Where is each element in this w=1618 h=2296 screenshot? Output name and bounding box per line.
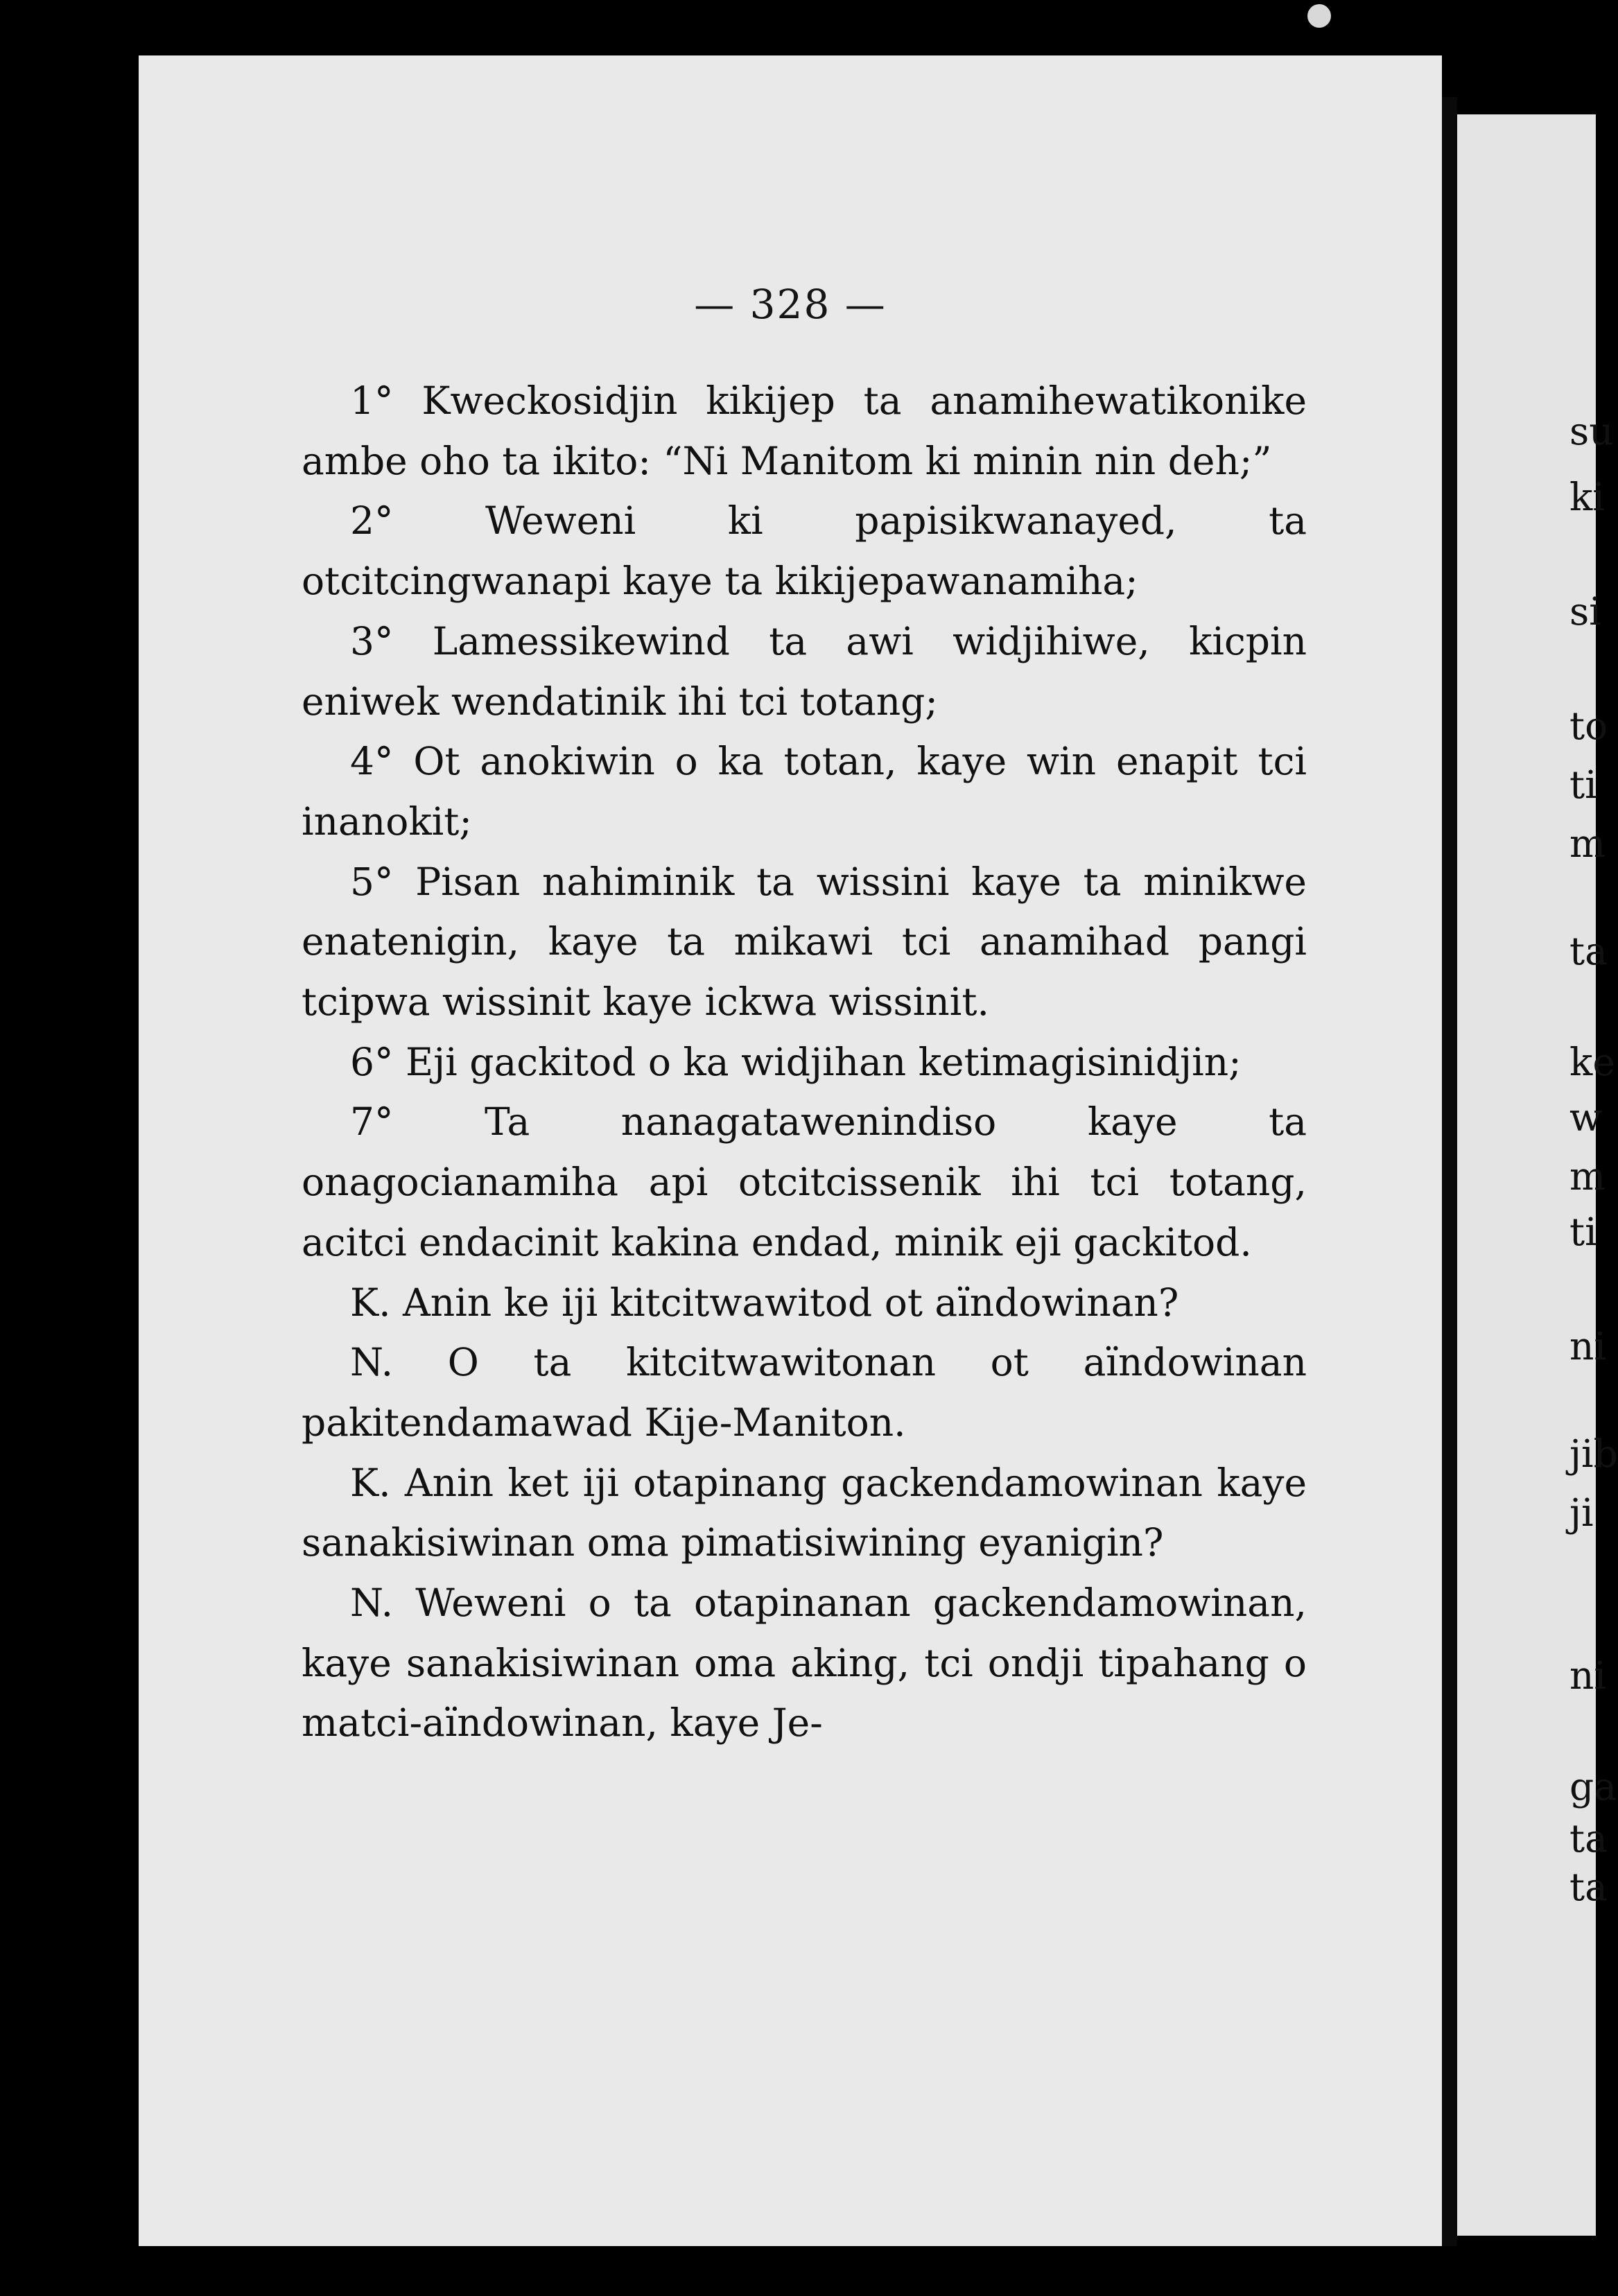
book-page <box>139 55 1442 2246</box>
paragraph-4: 4° Ot anokiwin o ka totan, kaye win enapit tci inanokit; <box>302 739 1307 844</box>
fragment-text: ta <box>1569 1816 1608 1861</box>
fragment-text: ji <box>1569 1490 1594 1535</box>
page-number: — 328 — <box>694 281 887 328</box>
fragment-text: ga <box>1569 1764 1617 1809</box>
paragraph-3: 3° Lamessikewind ta awi widjihiwe, kicpin eniwek wendatinik ihi tci totang; <box>302 618 1307 724</box>
page-gutter <box>1442 97 1457 2246</box>
question-1: K. Anin ke iji kitcitwawitod ot aïndowinan? <box>350 1280 1179 1325</box>
paragraph-2: 2° Weweni ki papisikwanayed, ta otcitcingwanapi kaye ta kikijepawanamiha; <box>302 498 1307 604</box>
paragraph-7: 7° Ta nanagatawenindiso kaye ta onagocianamiha api otcitcissenik ihi tci totang, acitci endacinit kakina endad, minik eji gackitod. <box>302 1099 1307 1264</box>
paragraph-5: 5° Pisan nahiminik ta wissini kaye ta minikwe enatenigin, kaye ta mikawi tci anamihad pangi tcipwa wissinit kaye ickwa wissinit. <box>302 859 1307 1025</box>
fragment-text: ta <box>1569 1865 1608 1909</box>
fragment-text: ke <box>1569 1040 1615 1084</box>
answer-1: N. O ta kitcitwawitonan ot aïndowinan pakitendamawad Kije-Maniton. <box>302 1340 1307 1445</box>
fragment-text: ni <box>1569 1324 1607 1368</box>
question-2: K. Anin ket iji otapinang gackendamowinan kaye sanakisiwinan oma pimatisiwining eyanigin? <box>302 1460 1307 1565</box>
fragment-text: ki <box>1569 475 1605 519</box>
paragraph-6: 6° Eji gackitod o ka widjihan ketimagisinidjin; <box>350 1039 1242 1084</box>
fragment-text: ni <box>1569 1653 1607 1698</box>
fragment-text: to <box>1569 704 1608 748</box>
fragment-text: jib <box>1569 1432 1618 1476</box>
fragment-text: su <box>1569 409 1614 453</box>
fragment-text: ti <box>1569 763 1597 807</box>
page-body <box>302 371 1307 1753</box>
answer-2: N. Weweni o ta otapinanan gackendamowinan, kaye sanakisiwinan oma aking, tci ondji tipahang o matci-aïndowinan, kaye Je- <box>302 1581 1307 1746</box>
fragment-text: ta <box>1569 929 1608 973</box>
fragment-text: w <box>1569 1095 1603 1140</box>
fragment-text: m <box>1569 1154 1606 1199</box>
paragraph-1: 1° Kweckosidjin kikijep ta anamihewatikonike ambe oho ta ikito: “Ni Manitom ki minin nin deh;” <box>302 379 1307 483</box>
fragment-text: ti <box>1569 1210 1597 1254</box>
fragment-text: m <box>1569 821 1606 866</box>
fragment-text: si <box>1569 589 1601 634</box>
scan-speck <box>1307 4 1331 28</box>
adjacent-page-edge <box>1457 114 1618 2236</box>
